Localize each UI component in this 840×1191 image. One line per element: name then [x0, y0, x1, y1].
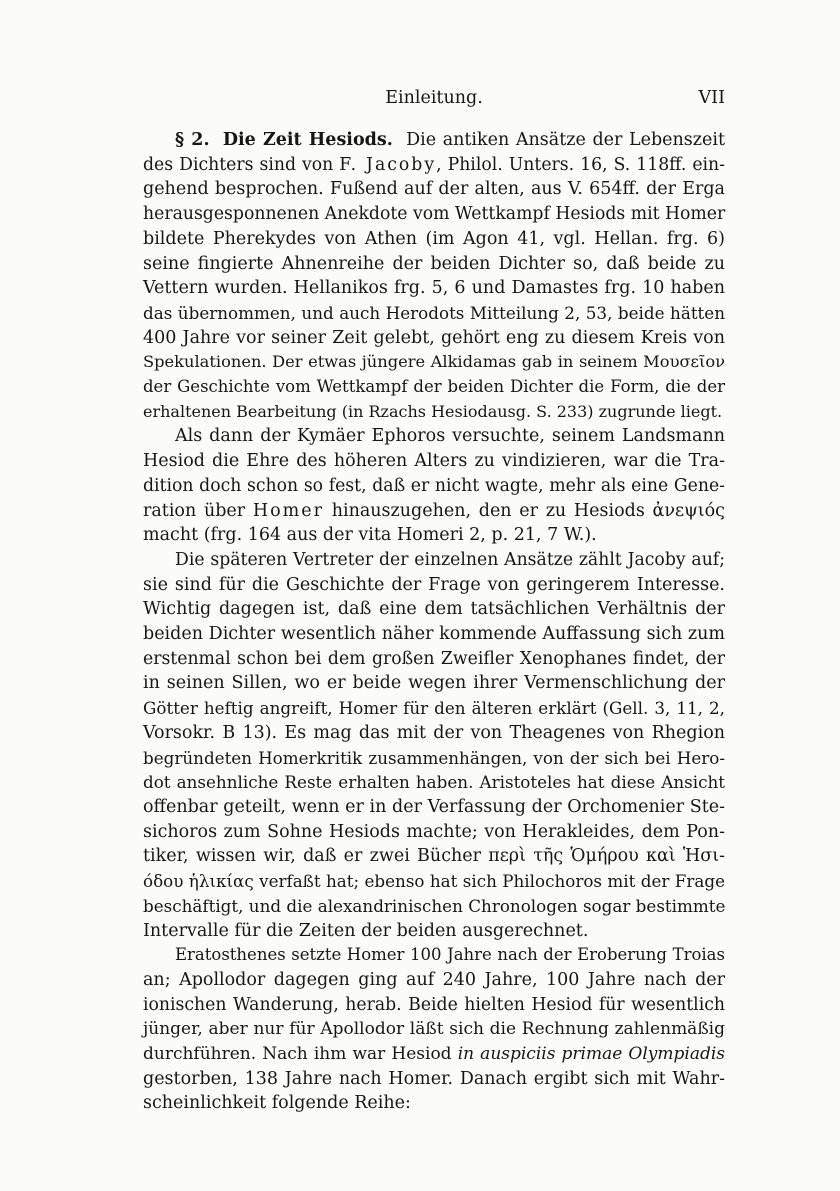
text-line: gestorben, 138 Jahre nach Homer. Danach ergibt sich mit Wahr-	[143, 1068, 725, 1089]
text-line: Wichtig dagegen ist, daß eine dem tatsächlichen Verhältnis der	[143, 599, 725, 620]
text-line: ionischen Wanderung, herab. Beide hielten Hesiod für wesentlich	[143, 994, 725, 1015]
text-line: des Dichters sind von F. Jacoby, Philol. Unters. 16, S. 118ff. ein-	[143, 154, 725, 175]
text-line: der Geschichte vom Wettkampf der beiden Dichter die Form, die der	[143, 377, 725, 397]
text-line: in seinen Sillen, wo er beide wegen ihrer Vermenschlichung der	[143, 673, 725, 694]
text-line: § 2. Die Zeit Hesiods. Die antiken Ansätze der Lebenszeit	[175, 130, 725, 150]
text-line: offenbar geteilt, wenn er in der Verfassung der Orchomenier Ste-	[143, 796, 725, 817]
text-line: 400 Jahre vor seiner Zeit gelebt, gehört eng zu diesem Kreis von	[143, 327, 725, 348]
text-line: Vorsokr. B 13). Es mag das mit der von Theagenes von Rhegion	[143, 722, 725, 743]
text-line: das übernommen, und auch Herodots Mitteilung 2, 53, beide hätten	[143, 302, 725, 323]
text-line: Intervalle für die Zeiten der beiden ausgerechnet.	[143, 920, 589, 941]
text-line: erhaltenen Bearbeitung (in Rzachs Hesiodausg. S. 233) zugrunde liegt.	[143, 401, 723, 421]
text-line: dition doch schon so fest, daß er nicht wagte, mehr als eine Gene-	[143, 475, 725, 496]
text-line: ration über Homer hinauszugehen, den er zu Hesiods ἀνεψιός	[143, 500, 725, 521]
text-line: scheinlichkeit folgende Reihe:	[143, 1093, 411, 1114]
author-name: F. Jacoby	[339, 154, 437, 175]
text-line: Als dann der Kymäer Ephoros versuchte, seinem Landsmann	[175, 426, 725, 447]
text-line: sie sind für die Geschichte der Frage von geringerem Interesse.	[143, 574, 725, 595]
homer-spaced: Homer	[252, 500, 324, 521]
latin-quote: in auspiciis primae Olympiadis	[457, 1044, 726, 1065]
body-text	[143, 128, 725, 1116]
text-line: erstenmal schon bei dem großen Zweifler Xenophanes findet, der	[143, 648, 725, 669]
page-number: VII	[698, 88, 725, 108]
text-line: Hesiod die Ehre des höheren Alters zu vindizieren, war die Tra-	[143, 451, 725, 472]
text-line: Die späteren Vertreter der einzelnen Ansätze zählt Jacoby auf;	[175, 549, 725, 570]
text-line: Götter heftig angreift, Homer für den älteren erklärt (Gell. 3, 11, 2,	[143, 698, 725, 719]
text-line: sichoros zum Sohne Hesiods machte; von Herakleides, dem Pon-	[143, 821, 725, 842]
text-line: an; Apollodor dagegen ging auf 240 Jahre, 100 Jahre nach der	[143, 969, 725, 990]
text-line: όδου ἡλικίας verfaßt hat; ebenso hat sich Philochoros mit der Frage	[143, 871, 725, 892]
text-line: tiker, wissen wir, daß er zwei Bücher περὶ τῆς Ὁμήρου καὶ Ἡσι-	[143, 846, 725, 867]
section-title: Die Zeit Hesiods.	[222, 130, 393, 150]
text-line: jünger, aber nur für Apollodor läßt sich die Rechnung zahlenmäßig	[143, 1019, 725, 1040]
text-line: bildete Pherekydes von Athen (im Agon 41, vgl. Hellan. frg. 6)	[143, 228, 725, 249]
text-line: gehend besprochen. Fußend auf der alten, aus V. 654ff. der Erga	[143, 179, 725, 200]
text-line: Vettern wurden. Hellanikos frg. 5, 6 und Damastes frg. 10 haben	[143, 278, 725, 299]
text-line: seine fingierte Ahnenreihe der beiden Dichter so, daß beide zu	[143, 253, 725, 274]
running-header	[143, 88, 725, 116]
text-line: durchführen. Nach ihm war Hesiod in auspiciis primae Olympiadis	[143, 1044, 726, 1065]
text-line: Spekulationen. Der etwas jüngere Alkidamas gab in seinem Μουσεῖον	[143, 352, 725, 372]
text-line: macht (frg. 164 aus der vita Homeri 2, p. 21, 7 W.).	[143, 525, 597, 546]
header-title: Einleitung.	[385, 88, 483, 108]
text-line: beiden Dichter wesentlich näher kommende Auffassung sich zum	[143, 624, 725, 645]
text-line: Eratosthenes setzte Homer 100 Jahre nach der Eroberung Troias	[175, 945, 725, 965]
text-line: dot ansehnliche Reste erhalten haben. Aristoteles hat diese Ansicht	[143, 772, 725, 793]
section-number: § 2.	[175, 130, 210, 150]
text-line: beschäftigt, und die alexandrinischen Chronologen sogar bestimmte	[143, 895, 726, 916]
text-line: herausgesponnenen Anekdote vom Wettkampf Hesiods mit Homer	[143, 204, 726, 225]
text-line: begründeten Homerkritik zusammenhängen, von der sich bei Hero-	[143, 747, 725, 768]
